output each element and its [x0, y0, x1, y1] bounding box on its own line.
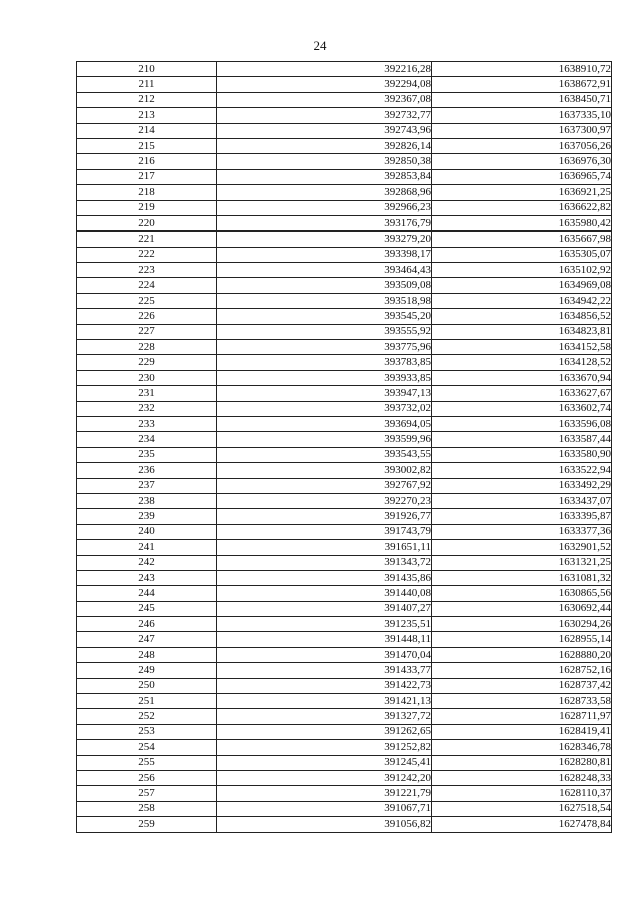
point-number-cell: 218 — [77, 185, 217, 200]
y-coordinate-cell: 1633670,94 — [432, 370, 612, 385]
point-number-cell: 251 — [77, 694, 217, 709]
y-coordinate-cell: 1637335,10 — [432, 108, 612, 123]
y-coordinate-cell: 1631321,25 — [432, 555, 612, 570]
table-row — [77, 62, 612, 77]
table-row — [77, 801, 612, 816]
x-coordinate-cell: 393509,08 — [217, 278, 432, 293]
x-coordinate-cell: 392732,77 — [217, 108, 432, 123]
x-coordinate-cell: 391435,86 — [217, 570, 432, 585]
point-number-cell: 228 — [77, 340, 217, 355]
point-number-cell: 232 — [77, 401, 217, 416]
point-number-cell: 233 — [77, 416, 217, 431]
y-coordinate-cell: 1634856,52 — [432, 309, 612, 324]
table-row — [77, 401, 612, 416]
x-coordinate-cell: 393694,05 — [217, 416, 432, 431]
table-row — [77, 92, 612, 107]
y-coordinate-cell: 1633580,90 — [432, 447, 612, 462]
point-number-cell: 230 — [77, 370, 217, 385]
table-row — [77, 570, 612, 585]
x-coordinate-cell: 391262,65 — [217, 724, 432, 739]
x-coordinate-cell: 392216,28 — [217, 62, 432, 77]
y-coordinate-cell: 1630865,56 — [432, 586, 612, 601]
y-coordinate-cell: 1633596,08 — [432, 416, 612, 431]
point-number-cell: 216 — [77, 154, 217, 169]
point-number-cell: 239 — [77, 509, 217, 524]
y-coordinate-cell: 1632901,52 — [432, 540, 612, 555]
point-number-cell: 213 — [77, 108, 217, 123]
x-coordinate-cell: 392270,23 — [217, 493, 432, 508]
y-coordinate-cell: 1636622,82 — [432, 200, 612, 215]
x-coordinate-cell: 391056,82 — [217, 817, 432, 832]
x-coordinate-cell: 393002,82 — [217, 463, 432, 478]
y-coordinate-cell: 1628733,58 — [432, 694, 612, 709]
point-number-cell: 237 — [77, 478, 217, 493]
table-row — [77, 293, 612, 308]
table-row — [77, 586, 612, 601]
x-coordinate-cell: 391421,13 — [217, 694, 432, 709]
x-coordinate-cell: 392767,92 — [217, 478, 432, 493]
y-coordinate-cell: 1628711,97 — [432, 709, 612, 724]
y-coordinate-cell: 1638910,72 — [432, 62, 612, 77]
table-row — [77, 770, 612, 785]
page-number: 24 — [313, 38, 327, 53]
table-row — [77, 185, 612, 200]
y-coordinate-cell: 1628248,33 — [432, 770, 612, 785]
point-number-cell: 258 — [77, 801, 217, 816]
point-number-cell: 210 — [77, 62, 217, 77]
y-coordinate-cell: 1636976,30 — [432, 154, 612, 169]
table-row — [77, 200, 612, 215]
x-coordinate-cell: 393176,79 — [217, 215, 432, 231]
table-row — [77, 370, 612, 385]
table-row — [77, 215, 612, 231]
x-coordinate-cell: 392743,96 — [217, 123, 432, 138]
x-coordinate-cell: 393545,20 — [217, 309, 432, 324]
point-number-cell: 234 — [77, 432, 217, 447]
y-coordinate-cell: 1634969,08 — [432, 278, 612, 293]
y-coordinate-cell: 1628752,16 — [432, 663, 612, 678]
point-number-cell: 243 — [77, 570, 217, 585]
table-row — [77, 355, 612, 370]
x-coordinate-cell: 391422,73 — [217, 678, 432, 693]
table-row — [77, 138, 612, 153]
y-coordinate-cell: 1628110,37 — [432, 786, 612, 801]
point-number-cell: 220 — [77, 215, 217, 231]
point-number-cell: 253 — [77, 724, 217, 739]
table-row — [77, 617, 612, 632]
table-row — [77, 663, 612, 678]
x-coordinate-cell: 393732,02 — [217, 401, 432, 416]
x-coordinate-cell: 391651,11 — [217, 540, 432, 555]
x-coordinate-cell: 391235,51 — [217, 617, 432, 632]
x-coordinate-cell: 391327,72 — [217, 709, 432, 724]
point-number-cell: 242 — [77, 555, 217, 570]
y-coordinate-cell: 1628880,20 — [432, 647, 612, 662]
x-coordinate-cell: 393543,55 — [217, 447, 432, 462]
table-row — [77, 463, 612, 478]
table-row — [77, 278, 612, 293]
point-number-cell: 215 — [77, 138, 217, 153]
table-row — [77, 786, 612, 801]
point-number-cell: 248 — [77, 647, 217, 662]
point-number-cell: 231 — [77, 386, 217, 401]
point-number-cell: 226 — [77, 309, 217, 324]
y-coordinate-cell: 1633492,29 — [432, 478, 612, 493]
y-coordinate-cell: 1627518,54 — [432, 801, 612, 816]
point-number-cell: 238 — [77, 493, 217, 508]
y-coordinate-cell: 1628280,81 — [432, 755, 612, 770]
y-coordinate-cell: 1633627,67 — [432, 386, 612, 401]
x-coordinate-cell: 391926,77 — [217, 509, 432, 524]
table-row — [77, 123, 612, 138]
y-coordinate-cell: 1633395,87 — [432, 509, 612, 524]
x-coordinate-cell: 392850,38 — [217, 154, 432, 169]
y-coordinate-cell: 1637300,97 — [432, 123, 612, 138]
x-coordinate-cell: 393398,17 — [217, 247, 432, 262]
point-number-cell: 252 — [77, 709, 217, 724]
y-coordinate-cell: 1635102,92 — [432, 263, 612, 278]
point-number-cell: 250 — [77, 678, 217, 693]
table-row — [77, 540, 612, 555]
y-coordinate-cell: 1635667,98 — [432, 231, 612, 247]
x-coordinate-cell: 391343,72 — [217, 555, 432, 570]
y-coordinate-cell: 1634942,22 — [432, 293, 612, 308]
table-row — [77, 524, 612, 539]
x-coordinate-cell: 392853,84 — [217, 169, 432, 184]
table-row — [77, 678, 612, 693]
coordinates-table-body — [77, 62, 612, 833]
table-row — [77, 555, 612, 570]
x-coordinate-cell: 391470,04 — [217, 647, 432, 662]
y-coordinate-cell: 1630692,44 — [432, 601, 612, 616]
point-number-cell: 221 — [77, 231, 217, 247]
y-coordinate-cell: 1635305,07 — [432, 247, 612, 262]
table-row — [77, 493, 612, 508]
x-coordinate-cell: 391067,71 — [217, 801, 432, 816]
x-coordinate-cell: 393783,85 — [217, 355, 432, 370]
table-row — [77, 386, 612, 401]
table-row — [77, 724, 612, 739]
table-row — [77, 447, 612, 462]
table-row — [77, 108, 612, 123]
x-coordinate-cell: 391743,79 — [217, 524, 432, 539]
table-row — [77, 740, 612, 755]
point-number-cell: 229 — [77, 355, 217, 370]
point-number-cell: 254 — [77, 740, 217, 755]
point-number-cell: 227 — [77, 324, 217, 339]
x-coordinate-cell: 391221,79 — [217, 786, 432, 801]
x-coordinate-cell: 393947,13 — [217, 386, 432, 401]
y-coordinate-cell: 1633602,74 — [432, 401, 612, 416]
point-number-cell: 259 — [77, 817, 217, 832]
table-row — [77, 169, 612, 184]
x-coordinate-cell: 391407,27 — [217, 601, 432, 616]
y-coordinate-cell: 1633522,94 — [432, 463, 612, 478]
table-row — [77, 509, 612, 524]
table-row — [77, 478, 612, 493]
table-row — [77, 755, 612, 770]
table-row — [77, 247, 612, 262]
y-coordinate-cell: 1634152,58 — [432, 340, 612, 355]
point-number-cell: 257 — [77, 786, 217, 801]
x-coordinate-cell: 393555,92 — [217, 324, 432, 339]
table-row — [77, 340, 612, 355]
table-row — [77, 154, 612, 169]
x-coordinate-cell: 391242,20 — [217, 770, 432, 785]
x-coordinate-cell: 392367,08 — [217, 92, 432, 107]
point-number-cell: 249 — [77, 663, 217, 678]
y-coordinate-cell: 1636921,25 — [432, 185, 612, 200]
point-number-cell: 225 — [77, 293, 217, 308]
table-row — [77, 309, 612, 324]
x-coordinate-cell: 393775,96 — [217, 340, 432, 355]
table-row — [77, 709, 612, 724]
table-row — [77, 324, 612, 339]
y-coordinate-cell: 1628346,78 — [432, 740, 612, 755]
table-row — [77, 647, 612, 662]
y-coordinate-cell: 1634128,52 — [432, 355, 612, 370]
table-row — [77, 231, 612, 247]
x-coordinate-cell: 391433,77 — [217, 663, 432, 678]
y-coordinate-cell: 1637056,26 — [432, 138, 612, 153]
point-number-cell: 211 — [77, 77, 217, 92]
y-coordinate-cell: 1636965,74 — [432, 169, 612, 184]
x-coordinate-cell: 391245,41 — [217, 755, 432, 770]
x-coordinate-cell: 393599,96 — [217, 432, 432, 447]
y-coordinate-cell: 1638450,71 — [432, 92, 612, 107]
x-coordinate-cell: 391448,11 — [217, 632, 432, 647]
point-number-cell: 246 — [77, 617, 217, 632]
x-coordinate-cell: 392868,96 — [217, 185, 432, 200]
point-number-cell: 212 — [77, 92, 217, 107]
point-number-cell: 217 — [77, 169, 217, 184]
point-number-cell: 236 — [77, 463, 217, 478]
table-row — [77, 77, 612, 92]
point-number-cell: 241 — [77, 540, 217, 555]
x-coordinate-cell: 393464,43 — [217, 263, 432, 278]
y-coordinate-cell: 1633377,36 — [432, 524, 612, 539]
table-row — [77, 817, 612, 832]
y-coordinate-cell: 1627478,84 — [432, 817, 612, 832]
point-number-cell: 247 — [77, 632, 217, 647]
y-coordinate-cell: 1633437,07 — [432, 493, 612, 508]
x-coordinate-cell: 392294,08 — [217, 77, 432, 92]
x-coordinate-cell: 392966,23 — [217, 200, 432, 215]
y-coordinate-cell: 1635980,42 — [432, 215, 612, 231]
y-coordinate-cell: 1628737,42 — [432, 678, 612, 693]
x-coordinate-cell: 393933,85 — [217, 370, 432, 385]
point-number-cell: 240 — [77, 524, 217, 539]
y-coordinate-cell: 1638672,91 — [432, 77, 612, 92]
point-number-cell: 244 — [77, 586, 217, 601]
y-coordinate-cell: 1634823,81 — [432, 324, 612, 339]
coordinates-table — [76, 61, 612, 833]
point-number-cell: 223 — [77, 263, 217, 278]
table-row — [77, 632, 612, 647]
point-number-cell: 214 — [77, 123, 217, 138]
point-number-cell: 224 — [77, 278, 217, 293]
y-coordinate-cell: 1630294,26 — [432, 617, 612, 632]
table-row — [77, 601, 612, 616]
x-coordinate-cell: 391252,82 — [217, 740, 432, 755]
point-number-cell: 222 — [77, 247, 217, 262]
point-number-cell: 255 — [77, 755, 217, 770]
table-row — [77, 416, 612, 431]
point-number-cell: 256 — [77, 770, 217, 785]
table-row — [77, 694, 612, 709]
point-number-cell: 219 — [77, 200, 217, 215]
x-coordinate-cell: 393279,20 — [217, 231, 432, 247]
y-coordinate-cell: 1628955,14 — [432, 632, 612, 647]
point-number-cell: 235 — [77, 447, 217, 462]
x-coordinate-cell: 392826,14 — [217, 138, 432, 153]
y-coordinate-cell: 1631081,32 — [432, 570, 612, 585]
x-coordinate-cell: 393518,98 — [217, 293, 432, 308]
table-row — [77, 263, 612, 278]
y-coordinate-cell: 1633587,44 — [432, 432, 612, 447]
point-number-cell: 245 — [77, 601, 217, 616]
y-coordinate-cell: 1628419,41 — [432, 724, 612, 739]
table-row — [77, 432, 612, 447]
x-coordinate-cell: 391440,08 — [217, 586, 432, 601]
